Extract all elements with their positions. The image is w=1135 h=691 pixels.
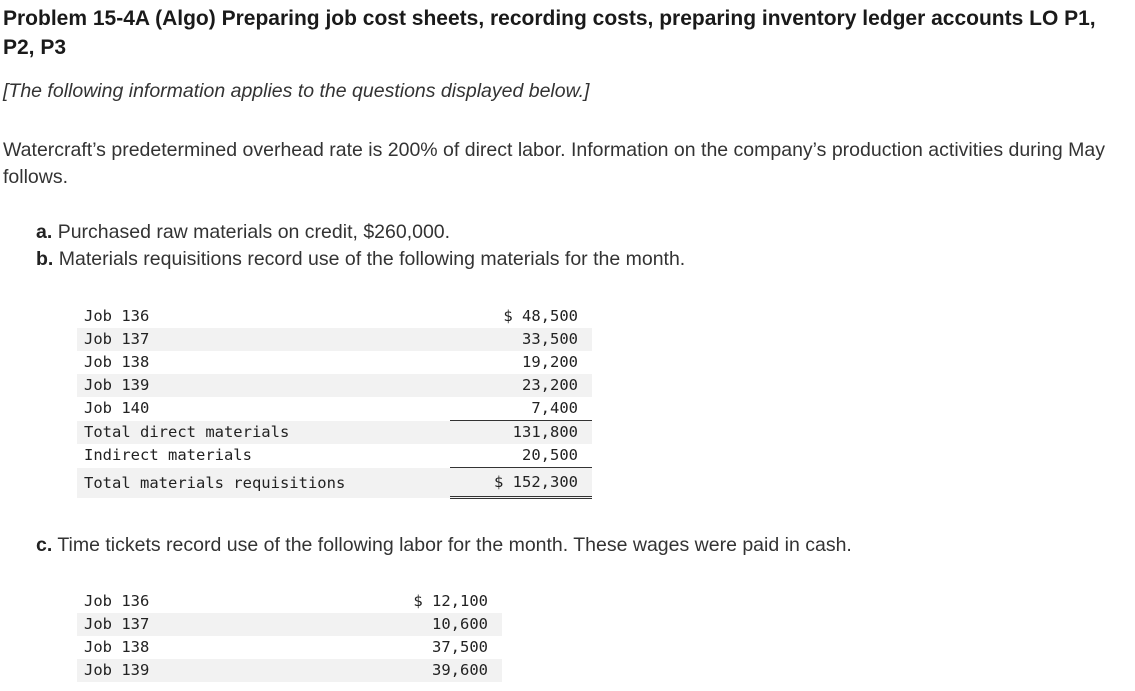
item-b-letter: b. <box>36 248 54 270</box>
table-row <box>77 305 592 328</box>
item-c-letter: c. <box>36 534 53 556</box>
table-row <box>77 613 502 636</box>
row-amount: 7,400 <box>450 397 592 421</box>
item-c <box>36 534 852 557</box>
row-label: Total materials requisitions <box>77 468 414 498</box>
problem-title: Problem 15-4A (Algo) Preparing job cost sheets, recording costs, preparing inventory ledger accounts LO P1, P2, P3 <box>3 7 1096 59</box>
table-row <box>77 590 502 613</box>
row-amount: 37,500 <box>432 638 488 656</box>
row-amount: 10,600 <box>359 613 502 636</box>
item-a-text: Purchased raw materials on credit, $260,000. <box>57 221 451 243</box>
labor-time-tickets-table <box>77 590 502 682</box>
item-a-letter: a. <box>36 221 53 243</box>
row-label: Job 138 <box>84 353 150 371</box>
item-b-text: Materials requisitions record use of the following materials for the month. <box>58 248 686 270</box>
table-row <box>77 636 502 659</box>
row-amount: 20,500 <box>450 444 592 468</box>
intro-paragraph: Watercraft’s predetermined overhead rate is 200% of direct labor. Information on the company’s production activities during May follows. <box>3 139 1105 188</box>
row-label: Total direct materials <box>77 421 414 445</box>
materials-requisitions-table <box>77 305 592 499</box>
table-row <box>77 444 592 468</box>
row-label: Job 137 <box>77 328 414 351</box>
row-label: Job 139 <box>77 374 414 397</box>
table-row <box>77 468 592 498</box>
table-row <box>77 397 592 421</box>
applies-note: [The following information applies to the questions displayed below.] <box>3 80 590 102</box>
row-amount: 19,200 <box>522 353 578 371</box>
row-label: Job 140 <box>84 399 150 418</box>
row-amount: $ 152,300 <box>450 468 592 498</box>
table-row <box>77 351 592 374</box>
item-c-text: Time tickets record use of the following labor for the month. These wages were paid in cash. <box>57 534 852 556</box>
row-label: Job 138 <box>84 638 150 656</box>
row-amount: $ 12,100 <box>413 592 488 610</box>
table-row <box>77 328 592 351</box>
table-row <box>77 421 592 445</box>
item-b <box>36 248 685 271</box>
row-label: Job 136 <box>84 307 150 325</box>
item-a <box>36 221 450 244</box>
row-label: Indirect materials <box>84 446 252 465</box>
table-row <box>77 374 592 397</box>
row-amount: 33,500 <box>450 328 592 351</box>
row-amount: 131,800 <box>450 421 592 445</box>
row-amount: 39,600 <box>359 659 502 682</box>
row-amount: $ 48,500 <box>503 307 578 325</box>
row-label: Job 137 <box>77 613 339 636</box>
table-row <box>77 659 502 682</box>
row-label: Job 136 <box>84 592 150 610</box>
row-label: Job 139 <box>77 659 339 682</box>
row-amount: 23,200 <box>450 374 592 397</box>
